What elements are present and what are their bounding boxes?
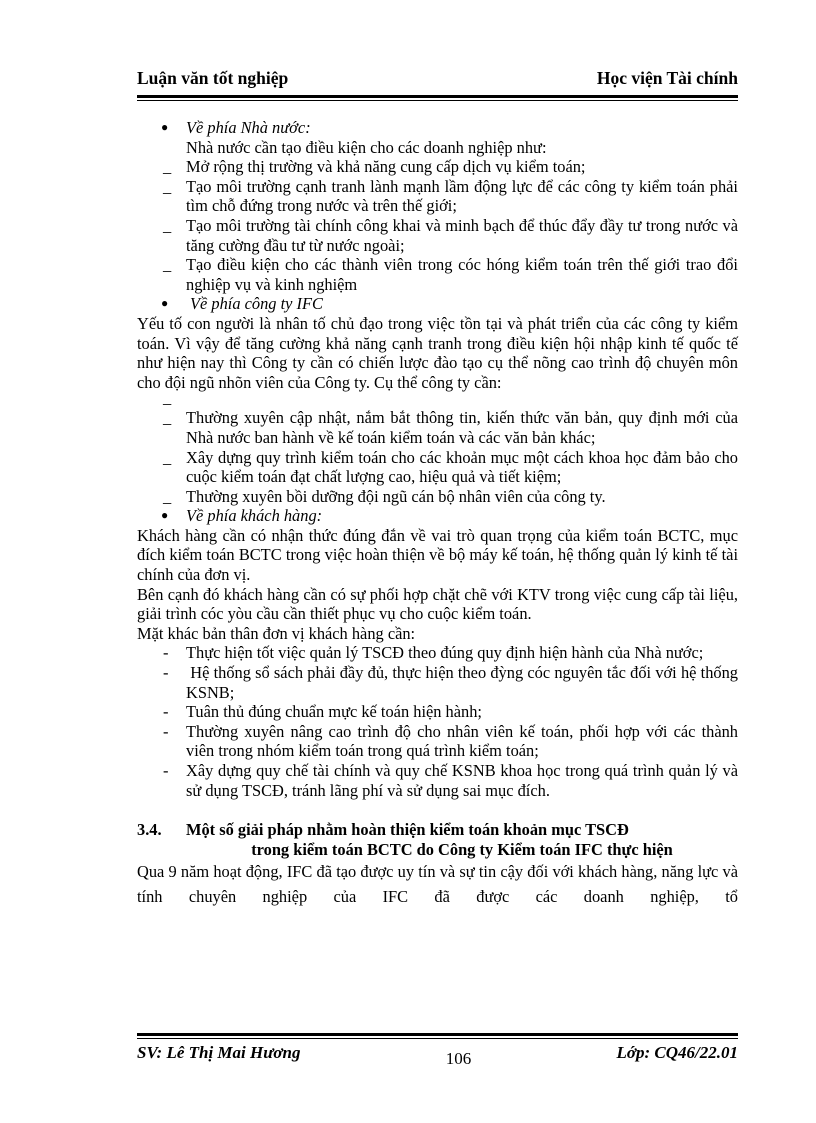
- state-heading: [137, 118, 738, 138]
- item-text: Tạo môi trường tài chính công khai và minh bạch để thúc đẩy đầy tư trong nước và tăng cường đầu tư từ nước ngoài;: [186, 215, 738, 255]
- bullet-icon: ●: [161, 508, 169, 523]
- item-text: Tuân thủ đúng chuẩn mực kế toán hiện hành;: [186, 702, 482, 722]
- footer-rule-thick: [137, 1033, 738, 1036]
- dash-icon: -: [163, 721, 169, 741]
- header-rule-thick: [137, 95, 738, 98]
- list-item: [137, 487, 738, 507]
- section-title-line2: trong kiểm toán BCTC do Công ty Kiểm toán IFC thực hiện: [251, 839, 673, 859]
- company-heading: [137, 294, 738, 314]
- bullet-icon: ●: [161, 120, 169, 134]
- bullet-icon: ●: [161, 296, 169, 311]
- page-footer: [137, 1043, 738, 1068]
- footer-student: SV: Lê Thị Mai Hương: [137, 1043, 301, 1062]
- item-text: Thường xuyên cập nhật, nắm bắt thông tin, kiến thức văn bản, quy định mới của Nhà nước ban hành về kế toán kiểm toán và các văn bản khác;: [186, 408, 738, 447]
- footer-rule-thin: [137, 1038, 738, 1039]
- item-text: Mở rộng thị trường và khả năng cung cấp dịch vụ kiểm toán;: [186, 157, 586, 177]
- item-text: Thường xuyên bồi dưỡng đội ngũ cán bộ nhân viên của công ty.: [186, 486, 606, 506]
- header-left: Luận văn tốt nghiệp: [137, 68, 289, 88]
- list-item: [137, 448, 738, 487]
- page-body: [137, 118, 743, 909]
- section-heading: [137, 820, 738, 859]
- page-header: [137, 68, 738, 89]
- section-number: 3.4.: [137, 820, 162, 840]
- list-item: [137, 702, 738, 722]
- heading-text: Về phía Nhà nước:: [186, 118, 311, 137]
- list-item: [137, 157, 738, 177]
- client-paragraph-3: Mặt khác bản thân đơn vị khách hàng cần:: [137, 623, 416, 643]
- dash-icon: -: [163, 643, 169, 663]
- heading-text: Về phía khách hàng:: [186, 506, 323, 526]
- client-heading: [137, 506, 738, 526]
- list-item: [137, 255, 738, 294]
- footer-class: Lớp: CQ46/22.01: [616, 1043, 738, 1062]
- heading-text: Về phía công ty IFC: [190, 294, 323, 314]
- list-item: [137, 408, 738, 447]
- list-item: [137, 663, 743, 702]
- list-item: [137, 761, 738, 800]
- item-text: Xây dựng quy chế tài chính và quy chế KSNB khoa học trong quá trình quản lý và sử dụng TSCĐ, tránh lãng phí và sử dụng sai mục đích.: [186, 761, 738, 800]
- item-text: Hệ thống sổ sách phải đầy đủ, thực hiện theo đỳng cóc nguyên tắc đối với hệ thống KSNB;: [186, 663, 743, 702]
- dash-icon: -: [163, 702, 169, 722]
- dash-icon: -: [163, 761, 169, 780]
- list-item-empty: [137, 388, 738, 408]
- list-item: [137, 216, 738, 255]
- dash-icon: _: [163, 486, 172, 506]
- item-text: Thực hiện tốt việc quản lý TSCĐ theo đúng quy định hiện hành của Nhà nước;: [186, 643, 704, 663]
- header-rule-thin: [137, 100, 738, 101]
- dash-icon: _: [163, 408, 172, 428]
- dash-icon: -: [163, 663, 169, 683]
- dash-icon: _: [163, 215, 172, 235]
- dash-icon: _: [163, 255, 172, 275]
- header-right: Học viện Tài chính: [596, 68, 738, 88]
- page-number: 106: [445, 1049, 472, 1068]
- section-title-line1: Một số giải pháp nhằm hoàn thiện kiểm toán khoản mục TSCĐ: [186, 820, 629, 840]
- item-text: Xây dựng quy trình kiểm toán cho các khoản mục một cách khoa học đảm bảo cho cuộc kiểm toán đạt chất lượng cao, hiệu quả và tiết kiệm;: [186, 447, 738, 487]
- state-intro: [137, 138, 738, 158]
- company-paragraph: Yếu tố con người là nhân tố chủ đạo trong việc tồn tại và phát triển của các công ty kiểm toán. Vì vậy để tăng cường khả năng cạnh tranh trong điều kiện hội nhập kinh tế quốc tế như hiện nay thì Công ty cần có chiến lược đào tạo cụ thể nõng cao trình độ chuyên môn cho đội ngũ nhõn viên của Công ty. Cụ thể công ty cần:: [137, 313, 738, 392]
- dash-icon: _: [163, 176, 172, 196]
- dash-icon: _: [163, 388, 172, 408]
- client-paragraph-2: Bên cạnh đó khách hàng cần có sự phối hợp chặt chẽ với KTV trong việc cung cấp tài liệu, giải trình cóc yòu cầu cần thiết phục vụ cho cuộc kiểm toán.: [137, 584, 738, 624]
- item-text: Tạo điều kiện cho các thành viên trong cóc hóng kiểm toán trên thế giới trao đổi nghiệp vụ và kinh nghiệm: [186, 255, 738, 294]
- dash-icon: _: [163, 447, 172, 467]
- client-paragraph-1: Khách hàng cần có nhận thức đúng đắn về vai trò quan trọng của kiểm toán BCTC, mục đích kiểm toán BCTC trong việc hoàn thiện về bộ máy kế toán, hệ thống quản lý kinh tế tài chính của đơn vị.: [137, 525, 738, 585]
- list-item: [137, 643, 738, 663]
- dash-icon: _: [163, 157, 172, 177]
- section-paragraph: Qua 9 năm hoạt động, IFC đã tạo được uy tín và sự tin cậy đối với khách hàng, năng lực và tính chuyên nghiệp của IFC đã được các doanh nghiệp, tổ: [137, 862, 738, 907]
- item-text: Thường xuyên nâng cao trình độ cho nhân viên kế toán, phối hợp với các thành viên trong nhóm kiểm toán trong quá trình kiểm toán;: [186, 721, 738, 761]
- list-item: [137, 177, 738, 216]
- intro-text: Nhà nước cần tạo điều kiện cho các doanh nghiệp như:: [186, 137, 547, 157]
- list-item: [137, 722, 738, 761]
- item-text: Tạo môi trường cạnh tranh lành mạnh lầm động lực để các công ty kiểm toán phải tìm chỗ đứng trong nước và trên thế giới;: [186, 176, 738, 216]
